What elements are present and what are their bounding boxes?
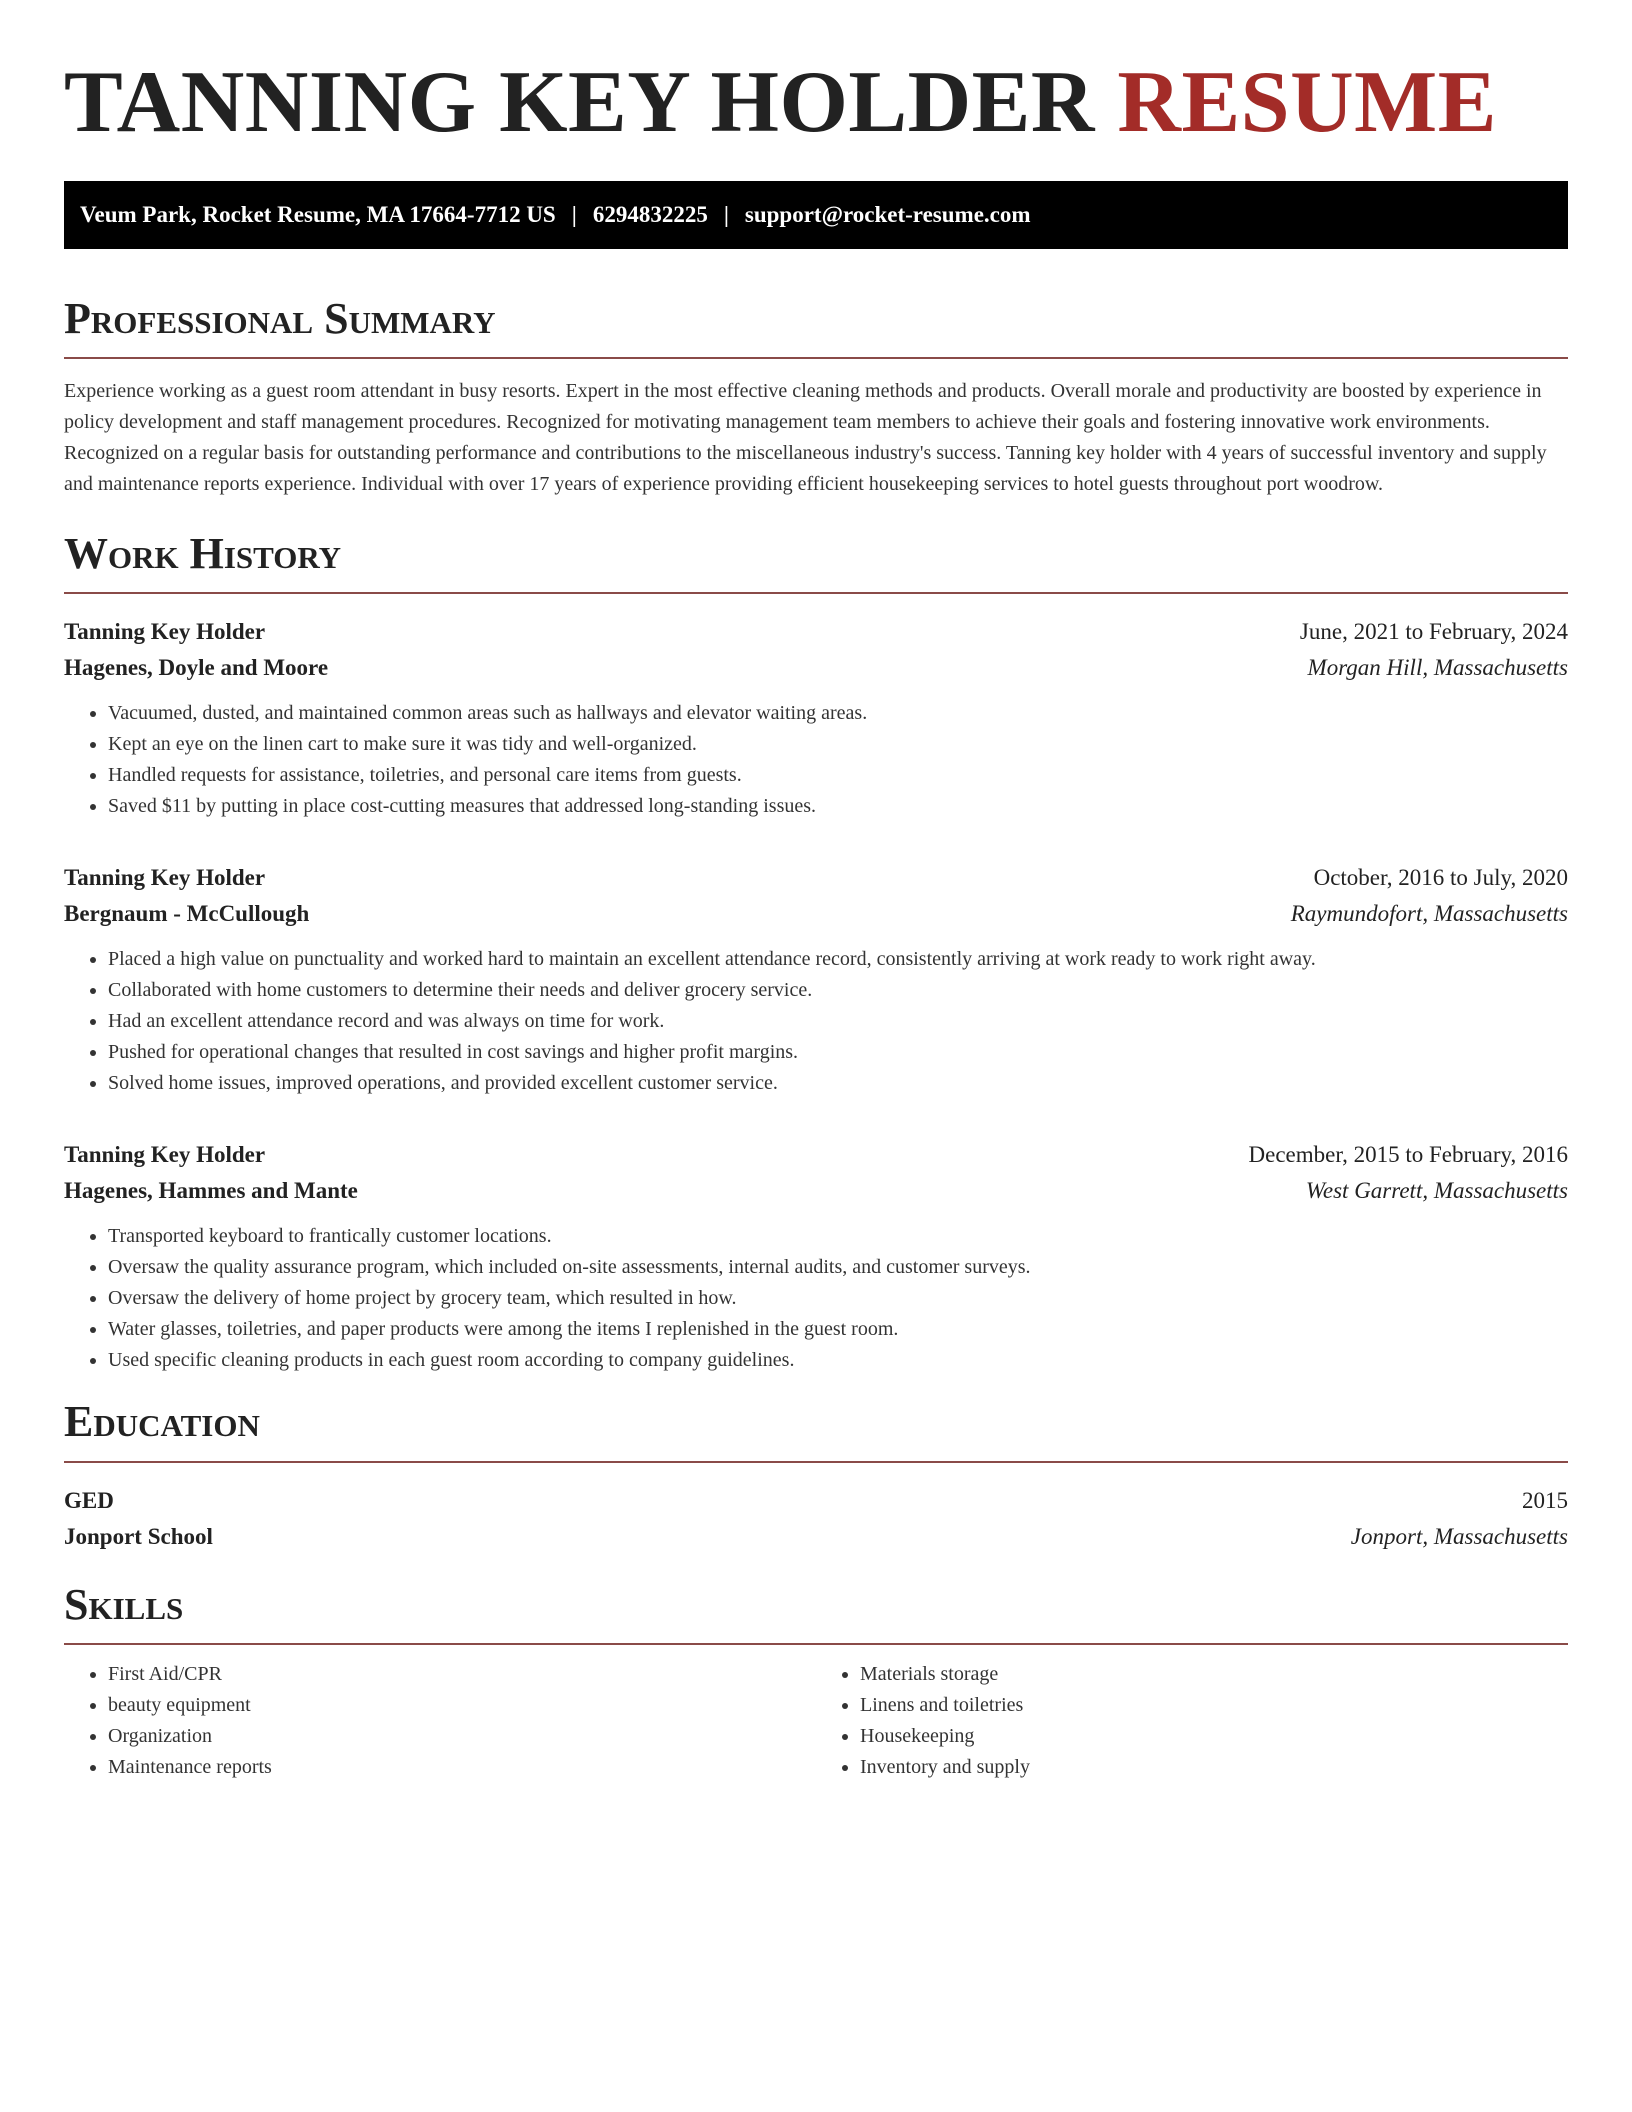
job-dates: October, 2016 to July, 2020: [1313, 865, 1568, 891]
summary-heading: Professional Summary: [64, 293, 496, 343]
job-title: Tanning Key Holder: [64, 1142, 266, 1168]
skill-item: • Materials storage: [860, 1659, 1568, 1690]
job-company: Hagenes, Doyle and Moore: [64, 655, 329, 681]
job-location: Raymundofort, Massachusetts: [1290, 901, 1568, 927]
job-bullet: • Vacuumed, dusted, and maintained common areas such as hallways and elevator waiting areas.: [108, 698, 1568, 729]
job-bullet: • Collaborated with home customers to determine their needs and deliver grocery service.: [108, 975, 1568, 1006]
summary-text: Experience working as a guest room attendant in busy resorts. Expert in the most effective cleaning methods and products. Overall morale and productivity are boosted by experience in policy development and staff management procedures. Recognized for motivating management team members to achieve their goals and fostering innovative work environments. Recognized on a regular basis for outstanding performance and contributions to the miscellaneous industry's success. Tanning key holder with 4 years of successful inventory and supply and maintenance reports experience. Individual with over 17 years of experience providing efficient housekeeping services to hotel guests throughout port woodrow.: [64, 379, 1547, 495]
job-title: Tanning Key Holder: [64, 865, 266, 891]
job-entry: [64, 860, 1568, 1099]
resume-title-accent: RESUME: [1117, 54, 1497, 151]
job-bullet: • Solved home issues, improved operations, and provided excellent customer service.: [108, 1068, 1568, 1099]
job-bullet: • Used specific cleaning products in each guest room according to company guidelines.: [108, 1345, 1568, 1376]
job-company-row: [64, 896, 1568, 932]
job-bullet: • Pushed for operational changes that resulted in cost savings and higher profit margins.: [108, 1037, 1568, 1068]
job-bullets: [64, 698, 1568, 822]
education-entry: [64, 1483, 1568, 1555]
job-bullet: • Kept an eye on the linen cart to make sure it was tidy and well-organized.: [108, 729, 1568, 760]
contact-phone: 6294832225: [592, 201, 708, 227]
education-heading: Education: [64, 1397, 260, 1447]
education-year: 2015: [1522, 1487, 1568, 1513]
skill-item: • beauty equipment: [108, 1690, 816, 1721]
section-divider: [64, 357, 1568, 359]
job-header-row: [64, 1137, 1568, 1173]
skill-item: • Maintenance reports: [108, 1752, 816, 1783]
job-bullet: • Oversaw the delivery of home project by grocery team, which resulted in how.: [108, 1283, 1568, 1314]
job-bullets: [64, 1221, 1568, 1376]
job-company-row: [64, 1173, 1568, 1209]
contact-separator: |: [571, 201, 577, 227]
skills-heading: Skills: [64, 1579, 184, 1629]
skills-column-left: [64, 1659, 816, 1783]
skill-item: • Linens and toiletries: [860, 1690, 1568, 1721]
job-header-row: [64, 614, 1568, 650]
section-divider: [64, 592, 1568, 594]
job-location: West Garrett, Massachusetts: [1305, 1178, 1568, 1204]
job-entry: [64, 1137, 1568, 1376]
job-dates: June, 2021 to February, 2024: [1299, 619, 1568, 645]
education-location: Jonport, Massachusetts: [1350, 1523, 1568, 1549]
job-bullets: [64, 944, 1568, 1099]
education-school: Jonport School: [64, 1523, 213, 1549]
skill-item: • Inventory and supply: [860, 1752, 1568, 1783]
skill-item: • Housekeeping: [860, 1721, 1568, 1752]
skills-column-right: [816, 1659, 1568, 1783]
job-company: Hagenes, Hammes and Mante: [64, 1178, 358, 1204]
job-bullet: • Had an excellent attendance record and was always on time for work.: [108, 1006, 1568, 1037]
skills-list: [64, 1659, 1568, 1783]
job-bullet: • Placed a high value on punctuality and worked hard to maintain an excellent attendance record, consistently arriving at work ready to work right away.: [108, 944, 1568, 975]
job-title: Tanning Key Holder: [64, 619, 266, 645]
contact-separator: |: [723, 201, 729, 227]
education-school-row: [64, 1519, 1568, 1555]
section-divider: [64, 1643, 1568, 1645]
job-entry: [64, 614, 1568, 822]
section-divider: [64, 1461, 1568, 1463]
skill-item: • First Aid/CPR: [108, 1659, 816, 1690]
contact-bar: [64, 181, 1568, 249]
contact-address: Veum Park, Rocket Resume, MA 17664-7712 US: [80, 201, 556, 227]
work-history-heading: Work History: [64, 528, 342, 578]
job-bullet: • Water glasses, toiletries, and paper products were among the items I replenished in the guest room.: [108, 1314, 1568, 1345]
job-bullet: • Saved $11 by putting in place cost-cutting measures that addressed long-standing issues.: [108, 791, 1568, 822]
contact-email: support@rocket-resume.com: [744, 201, 1031, 227]
job-company-row: [64, 650, 1568, 686]
job-dates: December, 2015 to February, 2016: [1248, 1142, 1568, 1168]
skill-item: • Organization: [108, 1721, 816, 1752]
education-degree: GED: [64, 1487, 114, 1513]
job-bullet: • Transported keyboard to frantically customer locations.: [108, 1221, 1568, 1252]
job-bullet: • Handled requests for assistance, toiletries, and personal care items from guests.: [108, 760, 1568, 791]
job-header-row: [64, 860, 1568, 896]
education-degree-row: [64, 1483, 1568, 1519]
resume-title-main: TANNING KEY HOLDER: [64, 54, 1095, 151]
resume-title: [64, 50, 1568, 156]
job-location: Morgan Hill, Massachusetts: [1307, 655, 1568, 681]
job-company: Bergnaum - McCullough: [64, 901, 310, 927]
job-bullet: • Oversaw the quality assurance program, which included on-site assessments, internal audits, and customer surveys.: [108, 1252, 1568, 1283]
